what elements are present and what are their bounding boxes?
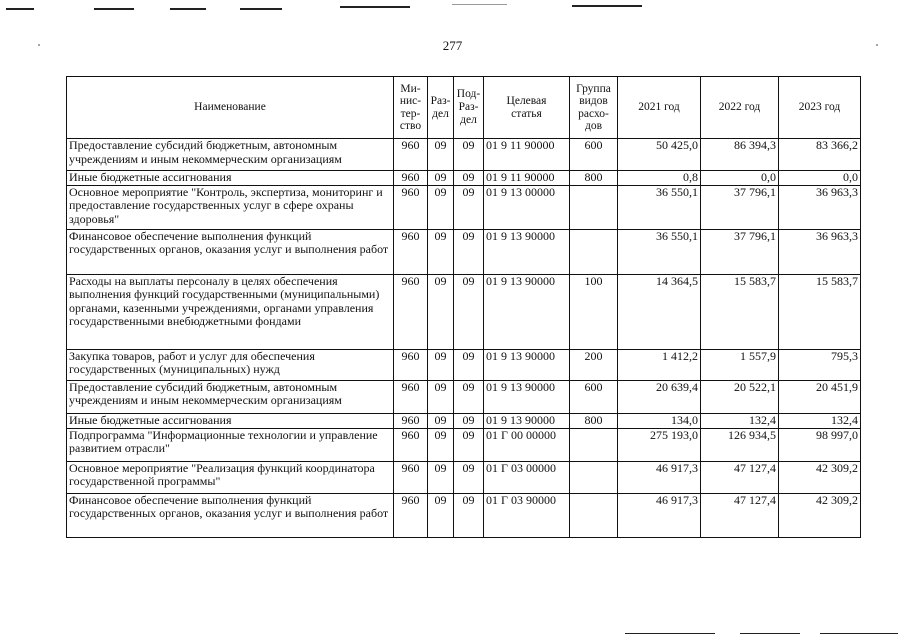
scan-artifact-line (240, 8, 282, 10)
row-name: Предоставление субсидий бюджетным, автономным учреждениям и иным некоммерческим организациям (67, 380, 394, 413)
budget-table (66, 76, 861, 538)
row-amount-2021: 14 364,5 (618, 274, 701, 349)
row-ministry: 960 (394, 493, 428, 537)
scan-artifact-line (170, 8, 206, 10)
table-row (67, 171, 861, 186)
row-amount-2023: 42 309,2 (779, 493, 861, 537)
row-amount-2021: 134,0 (618, 413, 701, 428)
row-amount-2021: 46 917,3 (618, 493, 701, 537)
row-expense-group (570, 185, 618, 229)
row-target-article: 01 9 11 90000 (484, 171, 570, 186)
table-row (67, 413, 861, 428)
row-ministry: 960 (394, 428, 428, 461)
row-subsection: 09 (454, 380, 484, 413)
header-year-2022: 2022 год (701, 77, 779, 139)
row-ministry: 960 (394, 413, 428, 428)
scan-artifact-line (740, 633, 800, 634)
row-name: Предоставление субсидий бюджетным, автономным учреждениям и иным некоммерческим организациям (67, 139, 394, 171)
table-row (67, 493, 861, 537)
header-subsection: Под- Раз- дел (454, 77, 484, 139)
header-section: Раз- дел (428, 77, 454, 139)
row-section: 09 (428, 461, 454, 493)
row-amount-2021: 1 412,2 (618, 349, 701, 380)
row-section: 09 (428, 380, 454, 413)
scan-artifact-line (94, 8, 134, 10)
row-name: Финансовое обеспечение выполнения функций государственных органов, оказания услуг и выполнения работ (67, 493, 394, 537)
row-subsection: 09 (454, 139, 484, 171)
row-name: Иные бюджетные ассигнования (67, 413, 394, 428)
row-subsection: 09 (454, 493, 484, 537)
table-header (67, 77, 861, 139)
row-amount-2023: 795,3 (779, 349, 861, 380)
row-name: Основное мероприятие "Контроль, экспертиза, мониторинг и предоставление государственных услуг в сфере охраны здоровья" (67, 185, 394, 229)
row-amount-2023: 98 997,0 (779, 428, 861, 461)
row-amount-2021: 275 193,0 (618, 428, 701, 461)
row-amount-2023: 0,0 (779, 171, 861, 186)
row-amount-2022: 37 796,1 (701, 229, 779, 274)
row-expense-group: 800 (570, 413, 618, 428)
row-subsection: 09 (454, 428, 484, 461)
row-ministry: 960 (394, 380, 428, 413)
header-ministry: Ми- нис- тер- ство (394, 77, 428, 139)
row-amount-2022: 1 557,9 (701, 349, 779, 380)
row-subsection: 09 (454, 349, 484, 380)
row-name: Иные бюджетные ассигнования (67, 171, 394, 186)
row-target-article: 01 Г 03 90000 (484, 493, 570, 537)
table-row (67, 349, 861, 380)
row-ministry: 960 (394, 274, 428, 349)
table-row (67, 139, 861, 171)
row-amount-2022: 47 127,4 (701, 493, 779, 537)
row-amount-2023: 83 366,2 (779, 139, 861, 171)
row-amount-2021: 36 550,1 (618, 185, 701, 229)
scan-artifact-line (572, 5, 642, 7)
row-amount-2023: 132,4 (779, 413, 861, 428)
row-amount-2021: 50 425,0 (618, 139, 701, 171)
table-row (67, 380, 861, 413)
row-expense-group: 800 (570, 171, 618, 186)
row-section: 09 (428, 185, 454, 229)
row-expense-group (570, 493, 618, 537)
row-target-article: 01 9 13 90000 (484, 229, 570, 274)
header-year-2023: 2023 год (779, 77, 861, 139)
row-expense-group: 100 (570, 274, 618, 349)
row-name: Расходы на выплаты персоналу в целях обеспечения выполнения функций государственными (муниципальными) органами, казенными учреждениями, органами управления государственными внебюджетными фондами (67, 274, 394, 349)
row-amount-2022: 0,0 (701, 171, 779, 186)
row-subsection: 09 (454, 274, 484, 349)
scan-artifact-line (625, 633, 715, 634)
scan-artifact-line (6, 8, 34, 10)
table-row (67, 229, 861, 274)
row-name: Подпрограмма "Информационные технологии и управление развитием отрасли" (67, 428, 394, 461)
table-row (67, 274, 861, 349)
row-amount-2022: 37 796,1 (701, 185, 779, 229)
row-amount-2021: 36 550,1 (618, 229, 701, 274)
scan-artifact-line (452, 4, 507, 5)
row-amount-2023: 36 963,3 (779, 229, 861, 274)
row-name: Финансовое обеспечение выполнения функций государственных органов, оказания услуг и выполнения работ (67, 229, 394, 274)
row-amount-2023: 20 451,9 (779, 380, 861, 413)
row-ministry: 960 (394, 349, 428, 380)
row-ministry: 960 (394, 461, 428, 493)
row-ministry: 960 (394, 185, 428, 229)
row-target-article: 01 Г 03 00000 (484, 461, 570, 493)
table-row (67, 461, 861, 493)
row-amount-2022: 86 394,3 (701, 139, 779, 171)
row-section: 09 (428, 274, 454, 349)
row-amount-2023: 42 309,2 (779, 461, 861, 493)
row-expense-group (570, 461, 618, 493)
row-ministry: 960 (394, 229, 428, 274)
header-year-2021: 2021 год (618, 77, 701, 139)
row-expense-group: 600 (570, 380, 618, 413)
row-ministry: 960 (394, 171, 428, 186)
row-amount-2022: 126 934,5 (701, 428, 779, 461)
row-amount-2022: 15 583,7 (701, 274, 779, 349)
row-amount-2021: 20 639,4 (618, 380, 701, 413)
row-amount-2021: 0,8 (618, 171, 701, 186)
scan-artifact-line (340, 6, 410, 8)
row-amount-2022: 132,4 (701, 413, 779, 428)
header-target: Целевая статья (484, 77, 570, 139)
row-expense-group: 600 (570, 139, 618, 171)
row-section: 09 (428, 428, 454, 461)
table-body (67, 139, 861, 538)
row-target-article: 01 9 13 00000 (484, 185, 570, 229)
row-amount-2023: 15 583,7 (779, 274, 861, 349)
table-row (67, 185, 861, 229)
row-ministry: 960 (394, 139, 428, 171)
row-subsection: 09 (454, 171, 484, 186)
page-number: 277 (442, 38, 463, 53)
row-subsection: 09 (454, 461, 484, 493)
row-amount-2021: 46 917,3 (618, 461, 701, 493)
row-section: 09 (428, 139, 454, 171)
header-expense-group: Группа видов расхо- дов (570, 77, 618, 139)
scan-artifact-line (820, 633, 898, 634)
row-target-article: 01 9 13 90000 (484, 349, 570, 380)
row-expense-group (570, 428, 618, 461)
row-expense-group (570, 229, 618, 274)
row-target-article: 01 9 13 90000 (484, 380, 570, 413)
row-name: Основное мероприятие "Реализация функций координатора государственной программы" (67, 461, 394, 493)
row-section: 09 (428, 413, 454, 428)
row-amount-2023: 36 963,3 (779, 185, 861, 229)
table-row (67, 428, 861, 461)
row-target-article: 01 9 13 90000 (484, 413, 570, 428)
row-section: 09 (428, 493, 454, 537)
row-target-article: 01 9 11 90000 (484, 139, 570, 171)
header-row (67, 77, 861, 139)
row-target-article: 01 9 13 90000 (484, 274, 570, 349)
row-section: 09 (428, 229, 454, 274)
header-name: Наименование (67, 77, 394, 139)
row-subsection: 09 (454, 229, 484, 274)
row-target-article: 01 Г 00 00000 (484, 428, 570, 461)
row-section: 09 (428, 349, 454, 380)
row-section: 09 (428, 171, 454, 186)
row-amount-2022: 47 127,4 (701, 461, 779, 493)
row-expense-group: 200 (570, 349, 618, 380)
row-subsection: 09 (454, 185, 484, 229)
row-name: Закупка товаров, работ и услуг для обеспечения государственных (муниципальных) нужд (67, 349, 394, 380)
row-amount-2022: 20 522,1 (701, 380, 779, 413)
row-subsection: 09 (454, 413, 484, 428)
